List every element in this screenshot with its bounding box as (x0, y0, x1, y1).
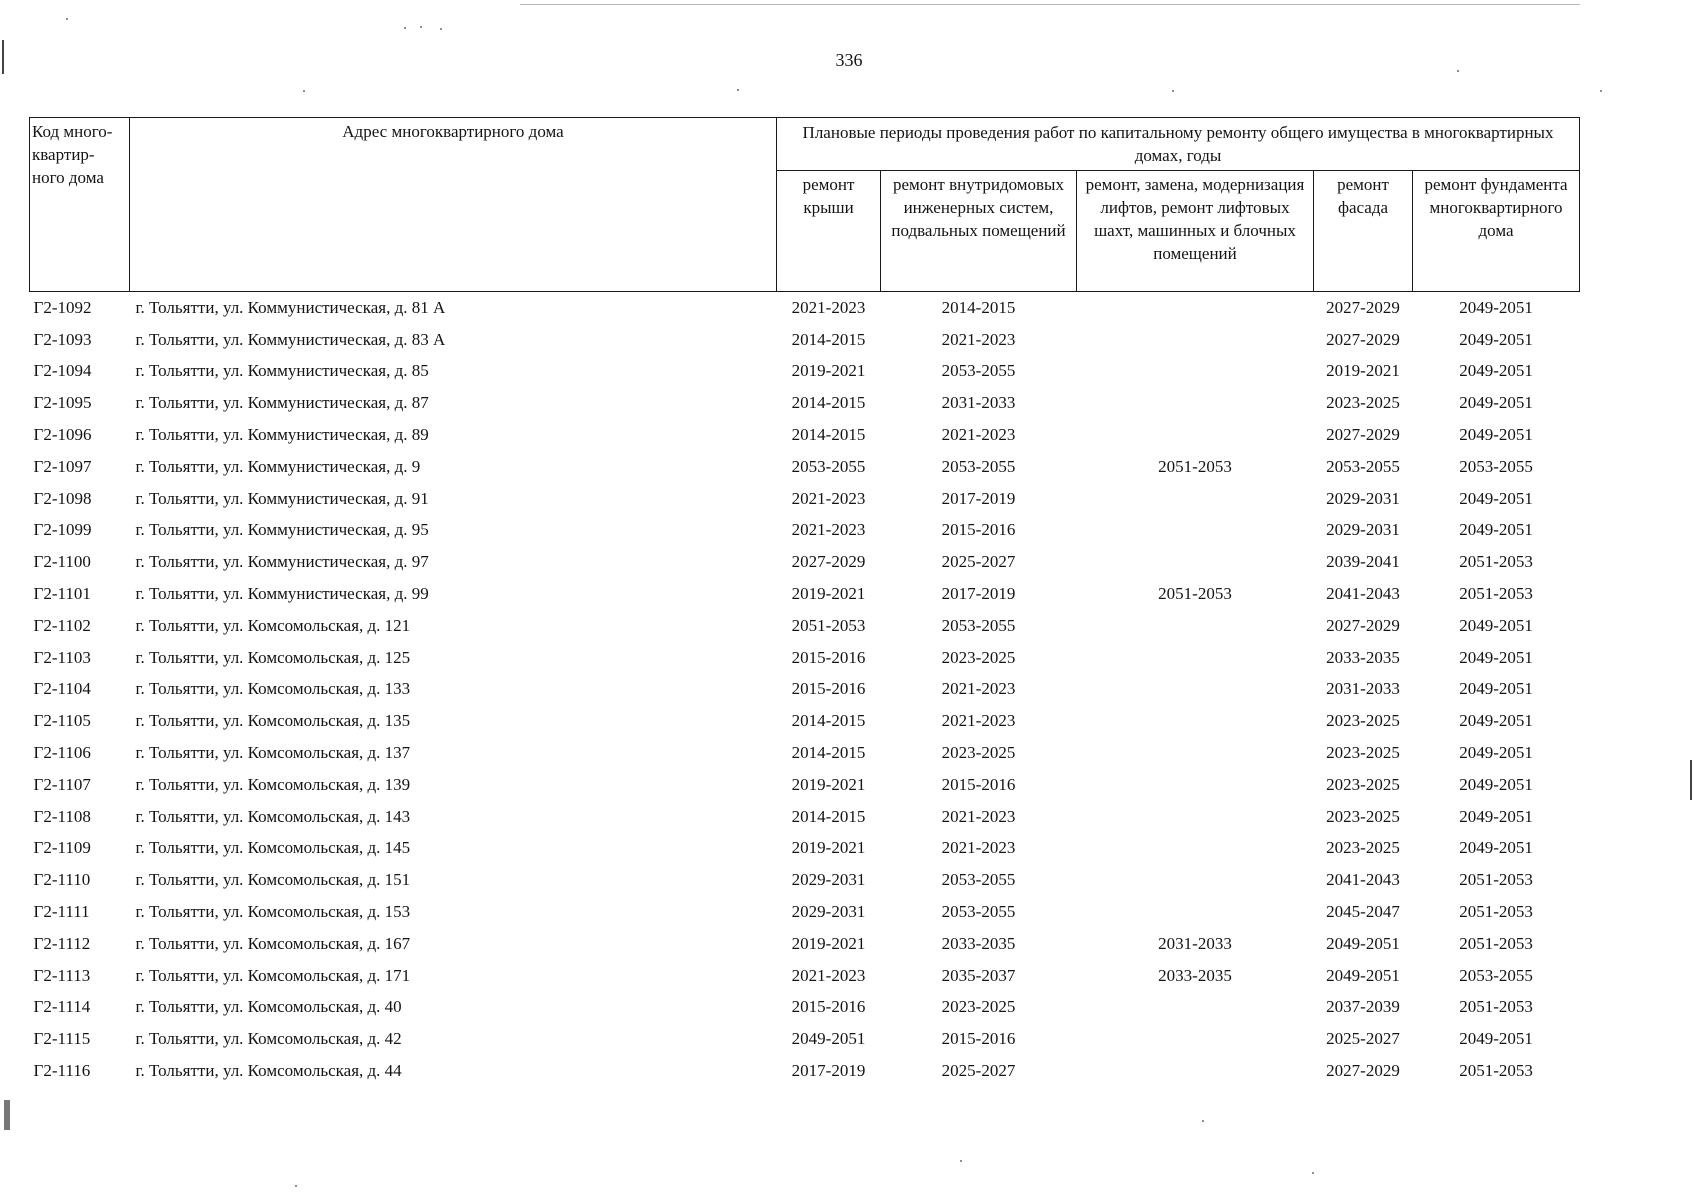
cell-foundation-period: 2049-2051 (1459, 615, 1533, 635)
cell-roof-period: 2014-2015 (791, 711, 866, 731)
cell-engineering-period: 2053-2055 (941, 902, 1016, 922)
table-row (30, 324, 1580, 356)
cell-lifts-period (1077, 992, 1314, 1024)
cell-code: Г2-1113 (33, 965, 91, 985)
cell-roof-period: 2015-2016 (791, 679, 866, 699)
cell-lifts-period (1077, 610, 1314, 642)
header-facade: ремонт фасада (1314, 171, 1413, 292)
scan-speck (295, 1185, 297, 1187)
cell-engineering-period: 2015-2016 (941, 774, 1016, 794)
cell-address: г. Тольятти, ул. Коммунистическая, д. 83 А (135, 329, 446, 349)
cell-roof-period: 2021-2023 (791, 297, 866, 317)
cell-lifts-period (1077, 705, 1314, 737)
cell-engineering-period: 2035-2037 (941, 965, 1016, 985)
cell-roof-period: 2019-2021 (791, 774, 866, 794)
cell-facade-period: 2041-2043 (1326, 870, 1400, 890)
cell-address: г. Тольятти, ул. Комсомольская, д. 151 (135, 870, 411, 890)
cell-lifts-period (1077, 292, 1314, 324)
cell-facade-period: 2023-2025 (1326, 838, 1400, 858)
cell-address: г. Тольятти, ул. Коммунистическая, д. 97 (135, 552, 429, 572)
cell-address: г. Тольятти, ул. Коммунистическая, д. 91 (135, 488, 429, 508)
cell-lifts-period (1077, 515, 1314, 547)
cell-roof-period: 2017-2019 (791, 1061, 866, 1081)
scan-speck (440, 28, 442, 30)
cell-foundation-period: 2049-2051 (1459, 838, 1533, 858)
page-number: 336 (835, 50, 863, 70)
table-body (30, 292, 1580, 1087)
cell-foundation-period: 2051-2053 (1459, 902, 1533, 922)
cell-code: Г2-1102 (33, 615, 91, 635)
cell-engineering-period: 2023-2025 (941, 743, 1016, 763)
cell-foundation-period: 2051-2053 (1459, 1061, 1533, 1081)
table-row (30, 737, 1580, 769)
cell-lifts-period (1077, 1055, 1314, 1087)
scan-speck (1172, 90, 1174, 92)
cell-facade-period: 2027-2029 (1326, 615, 1400, 635)
cell-foundation-period: 2049-2051 (1459, 393, 1533, 413)
cell-facade-period: 2049-2051 (1326, 933, 1400, 953)
scan-speck (420, 26, 422, 28)
scan-edge-mark (1690, 760, 1692, 800)
cell-roof-period: 2014-2015 (791, 806, 866, 826)
cell-facade-period: 2027-2029 (1326, 425, 1400, 445)
header-period-group: Плановые периоды проведения работ по капитальному ремонту общего имущества в многоквартирных домах, годы (777, 118, 1580, 171)
cell-foundation-period: 2049-2051 (1459, 1029, 1533, 1049)
cell-address: г. Тольятти, ул. Коммунистическая, д. 87 (135, 393, 429, 413)
cell-roof-period: 2029-2031 (791, 902, 866, 922)
header-lifts: ремонт, замена, модернизация лифтов, ремонт лифтовых шахт, машинных и блочных помещений (1077, 171, 1314, 292)
cell-foundation-period: 2049-2051 (1459, 297, 1533, 317)
cell-code: Г2-1100 (33, 552, 91, 572)
scan-speck (960, 1160, 962, 1162)
cell-foundation-period: 2051-2053 (1459, 552, 1533, 572)
cell-code: Г2-1099 (33, 520, 92, 540)
cell-code: Г2-1093 (33, 329, 92, 349)
cell-lifts-period (1077, 769, 1314, 801)
cell-facade-period: 2027-2029 (1326, 329, 1400, 349)
cell-lifts-period (1077, 737, 1314, 769)
cell-roof-period: 2014-2015 (791, 743, 866, 763)
cell-roof-period: 2051-2053 (791, 615, 866, 635)
cell-address: г. Тольятти, ул. Комсомольская, д. 143 (135, 806, 411, 826)
cell-foundation-period: 2051-2053 (1459, 997, 1533, 1017)
scan-speck (737, 89, 739, 91)
cell-roof-period: 2021-2023 (791, 520, 866, 540)
scan-edge-mark (4, 1100, 10, 1130)
cell-address: г. Тольятти, ул. Коммунистическая, д. 85 (135, 361, 429, 381)
cell-lifts-period (1077, 833, 1314, 865)
scan-speck (1600, 90, 1602, 92)
cell-lifts-period (1077, 356, 1314, 388)
cell-lifts-period (1077, 483, 1314, 515)
cell-lifts-period: 2051-2053 (1158, 584, 1232, 604)
cell-code: Г2-1098 (33, 488, 92, 508)
cell-engineering-period: 2053-2055 (941, 456, 1016, 476)
table-row (30, 546, 1580, 578)
cell-code: Г2-1105 (33, 711, 91, 731)
cell-foundation-period: 2049-2051 (1459, 488, 1533, 508)
cell-facade-period: 2025-2027 (1326, 1029, 1400, 1049)
cell-lifts-period: 2031-2033 (1158, 933, 1232, 953)
cell-facade-period: 2049-2051 (1326, 965, 1400, 985)
cell-lifts-period (1077, 324, 1314, 356)
cell-code: Г2-1097 (33, 456, 92, 476)
table-row (30, 769, 1580, 801)
cell-lifts-period: 2051-2053 (1158, 456, 1232, 476)
table-row (30, 515, 1580, 547)
cell-facade-period: 2027-2029 (1326, 1061, 1400, 1081)
cell-foundation-period: 2049-2051 (1459, 361, 1533, 381)
table-row (30, 864, 1580, 896)
cell-address: г. Тольятти, ул. Коммунистическая, д. 99 (135, 584, 429, 604)
cell-roof-period: 2053-2055 (791, 456, 866, 476)
cell-code: Г2-1109 (33, 838, 91, 858)
scan-speck (303, 90, 305, 92)
cell-address: г. Тольятти, ул. Комсомольская, д. 153 (135, 902, 411, 922)
cell-address: г. Тольятти, ул. Комсомольская, д. 44 (135, 1061, 402, 1081)
cell-foundation-period: 2051-2053 (1459, 933, 1533, 953)
cell-engineering-period: 2021-2023 (941, 679, 1016, 699)
cell-address: г. Тольятти, ул. Комсомольская, д. 121 (135, 615, 411, 635)
cell-code: Г2-1103 (33, 647, 91, 667)
table-row (30, 705, 1580, 737)
cell-code: Г2-1111 (33, 902, 90, 922)
cell-engineering-period: 2014-2015 (941, 297, 1016, 317)
cell-roof-period: 2029-2031 (791, 870, 866, 890)
cell-address: г. Тольятти, ул. Комсомольская, д. 167 (135, 933, 411, 953)
table-row (30, 292, 1580, 324)
table-row (30, 451, 1580, 483)
cell-address: г. Тольятти, ул. Коммунистическая, д. 9 (135, 456, 421, 476)
cell-code: Г2-1112 (33, 933, 91, 953)
cell-address: г. Тольятти, ул. Коммунистическая, д. 81 А (135, 297, 446, 317)
cell-roof-period: 2019-2021 (791, 361, 866, 381)
cell-engineering-period: 2033-2035 (941, 933, 1016, 953)
cell-lifts-period (1077, 419, 1314, 451)
cell-lifts-period: 2033-2035 (1158, 965, 1232, 985)
table-row (30, 483, 1580, 515)
cell-code: Г2-1116 (33, 1061, 91, 1081)
cell-engineering-period: 2017-2019 (941, 584, 1016, 604)
cell-address: г. Тольятти, ул. Комсомольская, д. 40 (135, 997, 402, 1017)
cell-facade-period: 2029-2031 (1326, 520, 1400, 540)
cell-code: Г2-1095 (33, 393, 92, 413)
cell-facade-period: 2039-2041 (1326, 552, 1400, 572)
cell-roof-period: 2019-2021 (791, 584, 866, 604)
cell-code: Г2-1104 (33, 679, 91, 699)
cell-lifts-period (1077, 801, 1314, 833)
cell-facade-period: 2023-2025 (1326, 711, 1400, 731)
cell-foundation-period: 2049-2051 (1459, 679, 1533, 699)
cell-engineering-period: 2023-2025 (941, 647, 1016, 667)
table-row (30, 833, 1580, 865)
cell-address: г. Тольятти, ул. Коммунистическая, д. 89 (135, 425, 429, 445)
cell-code: Г2-1094 (33, 361, 92, 381)
table-row (30, 610, 1580, 642)
cell-facade-period: 2037-2039 (1326, 997, 1400, 1017)
cell-roof-period: 2015-2016 (791, 647, 866, 667)
table-row (30, 674, 1580, 706)
cell-code: Г2-1101 (33, 584, 91, 604)
table-row (30, 387, 1580, 419)
cell-foundation-period: 2049-2051 (1459, 711, 1533, 731)
cell-address: г. Тольятти, ул. Комсомольская, д. 171 (135, 965, 411, 985)
scan-speck (404, 27, 406, 29)
cell-code: Г2-1114 (33, 997, 91, 1017)
cell-roof-period: 2019-2021 (791, 933, 866, 953)
cell-engineering-period: 2017-2019 (941, 488, 1016, 508)
cell-facade-period: 2023-2025 (1326, 743, 1400, 763)
cell-facade-period: 2029-2031 (1326, 488, 1400, 508)
cell-engineering-period: 2031-2033 (941, 393, 1016, 413)
scan-speck (1202, 1120, 1204, 1122)
table-row (30, 642, 1580, 674)
cell-lifts-period (1077, 387, 1314, 419)
cell-engineering-period: 2025-2027 (941, 1061, 1016, 1081)
table-row (30, 960, 1580, 992)
cell-roof-period: 2015-2016 (791, 997, 866, 1017)
cell-foundation-period: 2049-2051 (1459, 329, 1533, 349)
table-row (30, 578, 1580, 610)
cell-roof-period: 2049-2051 (791, 1029, 866, 1049)
cell-foundation-period: 2049-2051 (1459, 425, 1533, 445)
cell-facade-period: 2023-2025 (1326, 393, 1400, 413)
header-roof: ремонт крыши (777, 171, 881, 292)
cell-engineering-period: 2021-2023 (941, 711, 1016, 731)
cell-code: Г2-1115 (33, 1029, 91, 1049)
cell-lifts-period (1077, 546, 1314, 578)
cell-foundation-period: 2051-2053 (1459, 584, 1533, 604)
cell-lifts-period (1077, 1023, 1314, 1055)
cell-roof-period: 2019-2021 (791, 838, 866, 858)
cell-code: Г2-1108 (33, 806, 91, 826)
cell-facade-period: 2023-2025 (1326, 774, 1400, 794)
cell-code: Г2-1110 (33, 870, 91, 890)
cell-engineering-period: 2021-2023 (941, 329, 1016, 349)
cell-roof-period: 2027-2029 (791, 552, 866, 572)
cell-roof-period: 2014-2015 (791, 393, 866, 413)
cell-roof-period: 2021-2023 (791, 488, 866, 508)
cell-code: Г2-1106 (33, 743, 91, 763)
cell-address: г. Тольятти, ул. Комсомольская, д. 135 (135, 711, 411, 731)
table-row (30, 356, 1580, 388)
cell-address: г. Тольятти, ул. Комсомольская, д. 133 (135, 679, 411, 699)
cell-foundation-period: 2053-2055 (1459, 965, 1533, 985)
cell-address: г. Тольятти, ул. Коммунистическая, д. 95 (135, 520, 429, 540)
cell-engineering-period: 2015-2016 (941, 520, 1016, 540)
scan-top-rule (520, 4, 1580, 5)
table-row (30, 1023, 1580, 1055)
header-address: Адрес многоквартирного дома (130, 118, 777, 292)
cell-lifts-period (1077, 864, 1314, 896)
capital-repair-schedule-table (29, 117, 1580, 1087)
cell-roof-period: 2021-2023 (791, 965, 866, 985)
header-engineering: ремонт внутридомовых инженерных систем, подвальных помещений (881, 171, 1077, 292)
cell-engineering-period: 2021-2023 (941, 838, 1016, 858)
table-row (30, 992, 1580, 1024)
cell-foundation-period: 2049-2051 (1459, 806, 1533, 826)
cell-facade-period: 2027-2029 (1326, 297, 1400, 317)
cell-facade-period: 2019-2021 (1326, 361, 1400, 381)
cell-facade-period: 2045-2047 (1326, 902, 1400, 922)
cell-engineering-period: 2053-2055 (941, 361, 1016, 381)
cell-code: Г2-1092 (33, 297, 92, 317)
table-row (30, 1055, 1580, 1087)
cell-engineering-period: 2021-2023 (941, 425, 1016, 445)
cell-address: г. Тольятти, ул. Комсомольская, д. 145 (135, 838, 411, 858)
cell-code: Г2-1107 (33, 774, 91, 794)
cell-address: г. Тольятти, ул. Комсомольская, д. 139 (135, 774, 411, 794)
cell-lifts-period (1077, 642, 1314, 674)
cell-facade-period: 2053-2055 (1326, 456, 1400, 476)
table-row (30, 896, 1580, 928)
cell-facade-period: 2031-2033 (1326, 679, 1400, 699)
cell-foundation-period: 2049-2051 (1459, 520, 1533, 540)
table-row (30, 801, 1580, 833)
cell-engineering-period: 2021-2023 (941, 806, 1016, 826)
cell-engineering-period: 2023-2025 (941, 997, 1016, 1017)
cell-lifts-period (1077, 896, 1314, 928)
cell-engineering-period: 2053-2055 (941, 870, 1016, 890)
scan-speck (1312, 1172, 1314, 1174)
header-code: Код много-квартир-ного дома (30, 118, 130, 292)
cell-facade-period: 2041-2043 (1326, 584, 1400, 604)
cell-address: г. Тольятти, ул. Комсомольская, д. 125 (135, 647, 411, 667)
scan-speck (66, 18, 68, 20)
cell-foundation-period: 2049-2051 (1459, 743, 1533, 763)
cell-roof-period: 2014-2015 (791, 425, 866, 445)
cell-facade-period: 2023-2025 (1326, 806, 1400, 826)
cell-code: Г2-1096 (33, 425, 92, 445)
table-row (30, 928, 1580, 960)
cell-roof-period: 2014-2015 (791, 329, 866, 349)
header-foundation: ремонт фундамента многоквартирного дома (1413, 171, 1580, 292)
cell-facade-period: 2033-2035 (1326, 647, 1400, 667)
cell-foundation-period: 2051-2053 (1459, 870, 1533, 890)
cell-address: г. Тольятти, ул. Комсомольская, д. 42 (135, 1029, 402, 1049)
cell-engineering-period: 2025-2027 (941, 552, 1016, 572)
cell-foundation-period: 2053-2055 (1459, 456, 1533, 476)
cell-address: г. Тольятти, ул. Комсомольская, д. 137 (135, 743, 411, 763)
cell-engineering-period: 2015-2016 (941, 1029, 1016, 1049)
cell-lifts-period (1077, 674, 1314, 706)
table-row (30, 419, 1580, 451)
cell-foundation-period: 2049-2051 (1459, 774, 1533, 794)
cell-engineering-period: 2053-2055 (941, 615, 1016, 635)
cell-foundation-period: 2049-2051 (1459, 647, 1533, 667)
